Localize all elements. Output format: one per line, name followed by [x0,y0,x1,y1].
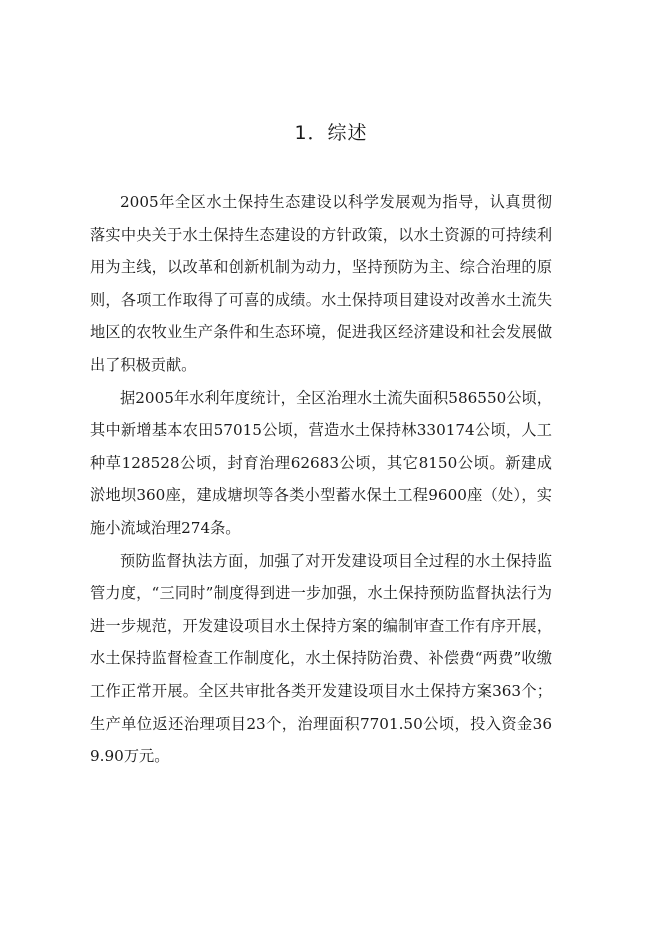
section-title: 1．综述 [294,122,368,144]
paragraph-supervision: 预防监督执法方面，加强了对开发建设项目全过程的水土保持监管力度，“三同时”制度得到进一步加强，水土保持预防监督执法行为进一步规范，开发建设项目水土保持方案的编制审查工作有序开展，水土保持监督检查工作制度化，水土保持防治费、补偿费“两费”收缴工作正常开展。全区共审批各类开发建设项目水土保持方案363个；生产单位返还治理项目23个，治理面积7701.50公顷，投入资金369.90万元。 [90,551,552,766]
document-body [90,186,552,773]
paragraph-overview: 2005年全区水土保持生态建设以科学发展观为指导，认真贯彻落实中央关于水土保持生态建设的方针政策，以水土资源的可持续利用为主线，以改革和创新机制为动力，坚持预防为主、综合治理的原则，各项工作取得了可喜的成绩。水土保持项目建设对改善水土流失地区的农牧业生产条件和生态环境，促进我区经济建设和社会发展做出了积极贡献。 [90,193,552,374]
paragraph-statistics: 据2005年水利年度统计，全区治理水土流失面积586550公顷，其中新增基本农田57015公顷，营造水土保持林330174公顷，人工种草128528公顷，封育治理62683公顷，其它8150公顷。新建成淤地坝360座，建成塘坝等各类小型蓄水保土工程9600座（处），实施小流域治理274条。 [90,388,552,537]
